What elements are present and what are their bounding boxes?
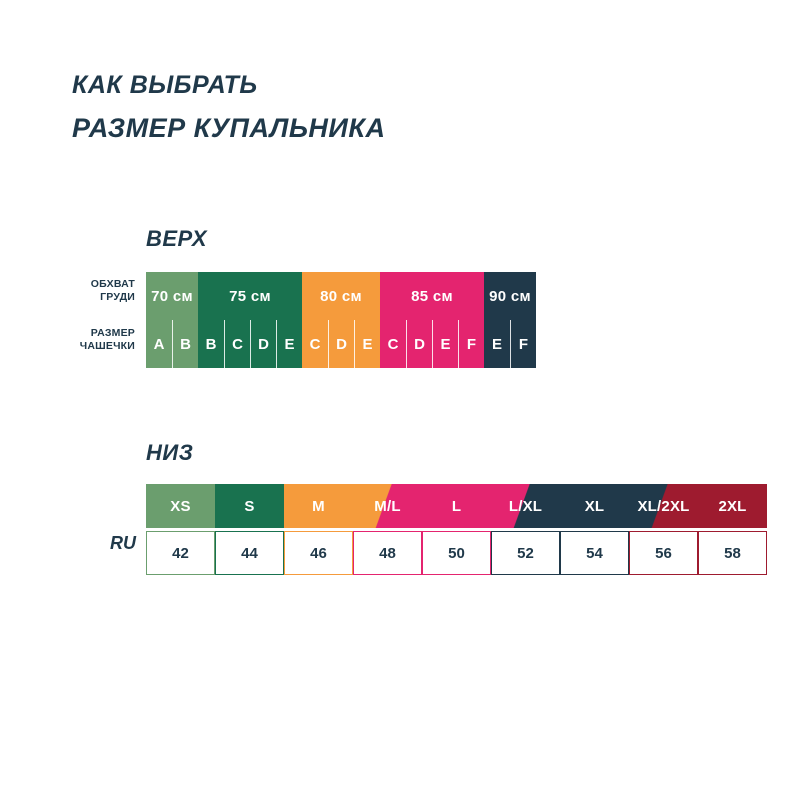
cup-group [380,320,484,368]
bust-band-label: 70 см [151,287,193,305]
bust-band-cell [380,272,484,320]
page-title-line-2: РАЗМЕР КУПАЛЬНИКА [72,112,386,143]
top-size-table [146,272,536,368]
cup-size-cell: C [387,335,399,353]
bottom-ru-cell: 52 [491,531,560,575]
cup-group [146,320,198,368]
bottom-size-cell [698,484,767,528]
bottom-size-label: L [451,497,462,515]
bust-band-cell [146,272,198,320]
bottom-size-cell [629,484,698,528]
bottom-ru-cell: 42 [146,531,215,575]
bottom-ru-cell: 54 [560,531,629,575]
bust-band-cell [198,272,302,320]
bust-band-row [146,272,536,320]
bust-band-cell [302,272,380,320]
bust-band-label: 75 см [229,287,271,305]
cup-size-row [146,320,536,368]
bottom-size-column [629,484,698,575]
bottom-size-cell [146,484,215,528]
bottom-size-label: 2XL [718,497,747,515]
cup-size-cell: A [153,335,165,353]
bottom-size-label: XL/2XL [637,497,690,515]
bottom-size-label: XS [170,497,191,515]
cup-group [198,320,302,368]
bottom-size-cell [215,484,284,528]
cup-size-cell: E [354,320,380,368]
cup-size-cell: E [491,335,502,353]
bust-band-label: 80 см [320,287,362,305]
cup-size-cell: D [328,320,354,368]
cup-size-cell: E [432,320,458,368]
bottom-size-cell [422,484,491,528]
bottom-ru-cell: 50 [422,531,491,575]
cup-size-cell: F [510,320,536,368]
bottom-size-label: L/XL [508,497,543,515]
cup-size-cell: C [309,335,321,353]
cup-size-cell: B [172,320,198,368]
row-label-cup-size: РАЗМЕР ЧАШЕЧКИ [79,327,135,353]
cup-size-cell: E [276,320,302,368]
row-label-ru: RU [110,533,136,553]
bottom-size-cell [284,484,353,528]
bottom-size-column [422,484,491,575]
bottom-size-column [560,484,629,575]
bottom-size-label: XL [584,497,605,515]
title-block [72,72,385,143]
page-title-line-1: КАК ВЫБРАТЬ [72,71,258,99]
bottom-size-column [491,484,560,575]
bust-band-label: 85 см [411,287,453,305]
bottom-size-column [353,484,422,575]
bust-band-label: 90 см [489,287,531,305]
bust-band-cell [484,272,536,320]
cup-size-cell: F [458,320,484,368]
cup-size-cell: C [224,320,250,368]
bottom-size-cell [491,484,560,528]
bottom-ru-cell: 44 [215,531,284,575]
bottom-size-label: M/L [374,497,401,515]
bottom-size-label: S [244,497,255,515]
bottom-ru-cell: 56 [629,531,698,575]
section-heading-top: ВЕРХ [146,226,208,251]
bottom-ru-cell: 48 [353,531,422,575]
bottom-size-column [215,484,284,575]
bottom-size-column [146,484,215,575]
cup-size-cell: D [406,320,432,368]
bottom-size-label: M [312,497,325,515]
section-heading-bottom: НИЗ [146,440,194,465]
bottom-size-column [698,484,767,575]
bottom-size-column [284,484,353,575]
cup-size-cell: D [250,320,276,368]
bottom-ru-cell: 58 [698,531,767,575]
cup-group [484,320,536,368]
cup-size-cell: B [205,335,217,353]
bottom-ru-cell: 46 [284,531,353,575]
bottom-size-cell [353,484,422,528]
row-label-bust-circumference: ОБХВАТ ГРУДИ [90,278,135,304]
bottom-size-cell [560,484,629,528]
cup-group [302,320,380,368]
bottom-size-table [146,484,767,575]
